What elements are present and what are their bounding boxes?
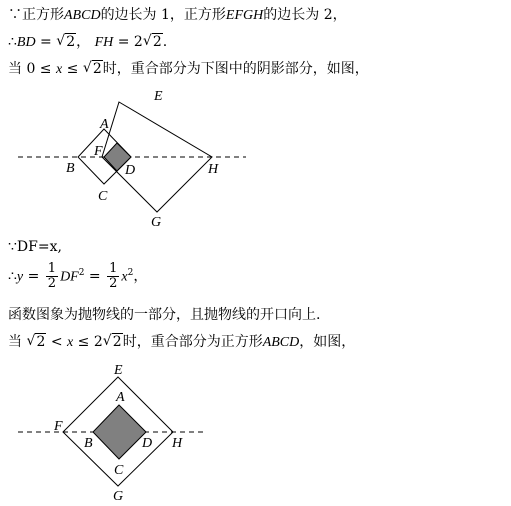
- text-line-1: ∵正方形ABCD的边长为 1，正方形EFGH的边长为 2，: [8, 7, 347, 23]
- text-line-5: ∴y = $\frac{1}{2}$ $DF^2$ = $\frac{1}{2}$ $x^2$，: [8, 261, 148, 291]
- text-line-6: 函数图象为抛物线的一部分，且抛物线的开口向上.: [8, 307, 321, 323]
- label-A-1: A: [100, 117, 109, 132]
- figure-2: [18, 363, 205, 504]
- label-E-2: E: [114, 363, 123, 378]
- text-line-2: ∴BD = √ 2， FH = 2√ 2.: [8, 33, 167, 52]
- label-H-2: H: [172, 436, 183, 451]
- figure-1: [18, 89, 246, 230]
- text-line-4: ∵DF=x,: [8, 239, 62, 255]
- label-G-2: G: [113, 489, 124, 504]
- label-G-1: G: [151, 215, 162, 230]
- label-H-1: H: [208, 162, 219, 177]
- label-B-1: B: [66, 161, 75, 176]
- label-A-2: A: [116, 390, 125, 405]
- label-D-1: D: [125, 163, 136, 178]
- label-F-2: F: [54, 419, 63, 434]
- label-E-1: E: [154, 89, 163, 104]
- text-line-3: 当 0 ≤ x ≤ √ 2时，重合部分为下图中的阴影部分，如图，: [8, 60, 369, 79]
- label-C-2: C: [114, 463, 124, 478]
- label-B-2: B: [84, 436, 93, 451]
- label-F-1: F: [94, 144, 103, 159]
- label-C-1: C: [98, 189, 108, 204]
- square-abcd-2: [93, 405, 146, 459]
- text-line-7: 当 √ 2 < x ≤ 2√ 2时，重合部分为正方形ABCD，如图，: [8, 333, 355, 352]
- label-D-2: D: [142, 436, 153, 451]
